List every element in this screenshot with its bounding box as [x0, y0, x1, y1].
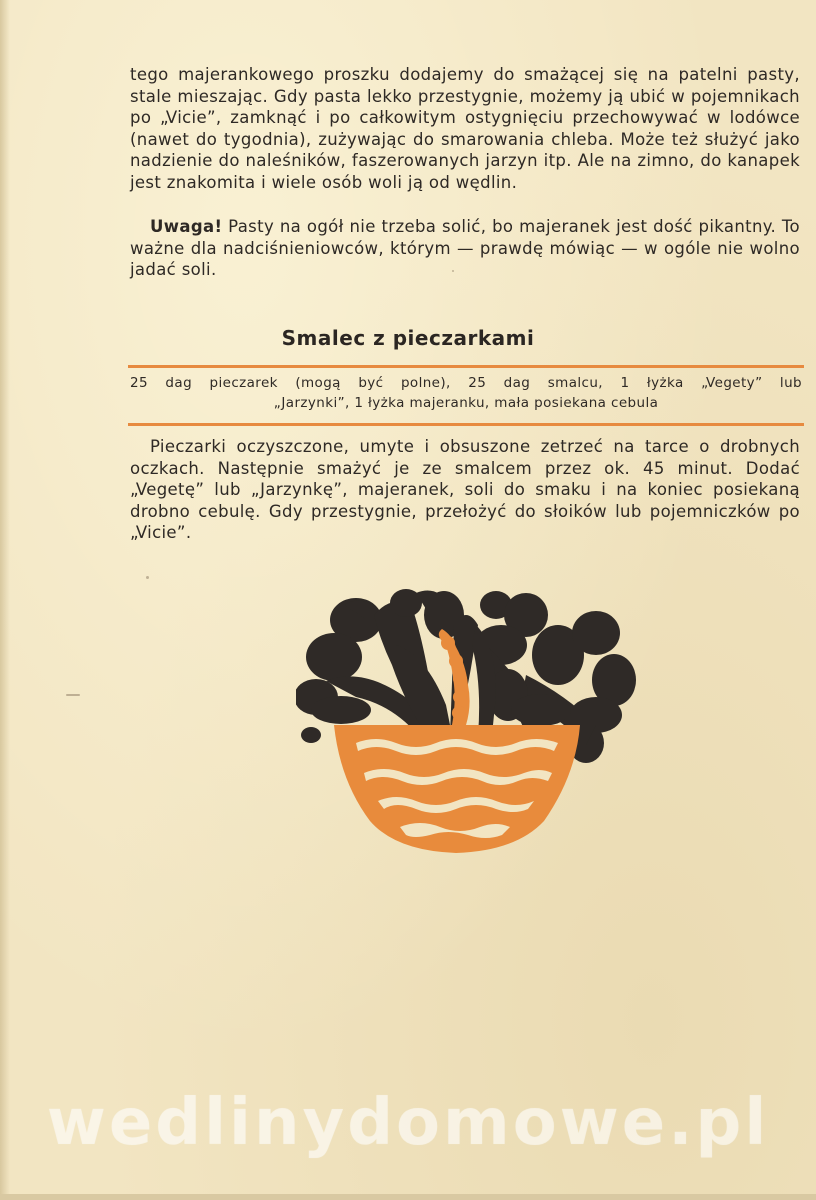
intro-paragraph [130, 64, 800, 193]
ingredients-line-1: 25 dag pieczarek (mogą być polne), 25 dag smalcu, 1 łyżka „Vegety” lub [130, 375, 802, 391]
ingredients-top-rule [128, 365, 804, 368]
paper-speck [66, 694, 80, 696]
intro-paragraph-text: tego majerankowego proszku dodajemy do smażącej się na patelni pasty, stale mieszając. Gdy pasta lekko przestygnie, możemy ją ubić w pojemnikach po „Vicie”, zamknąć i po całkowitym ostygnięciu przechowywać w lodówce (nawet do tygodnia), zużywając do smarowania chleba. Może też służyć jako nadzienie do naleśników, faszerowanych jarzyn itp. Ale na zimno, do kanapek jest znakomita i wiele osób woli ją od wędlin. [130, 65, 800, 192]
paper-speck [452, 270, 454, 272]
note-text: Pasty na ogół nie trzeba solić, bo majeranek jest dość pikantny. To ważne dla nadciśnieniowców, którym — prawdę mówiąc — w ogóle nie wolno jadać soli. [130, 217, 800, 279]
recipe-instructions-text: Pieczarki oczyszczone, umyte i obsuszone zetrzeć na tarce o drobnych oczkach. Następnie smażyć je ze smalcem przez ok. 45 minut. Dodać „Vegetę” lub „Jarzynkę”, majeranek, soli do smaku i na koniec posiekaną drobno cebulę. Gdy przestygnie, przełożyć do słoików lub pojemniczków po „Vicie”. [130, 437, 800, 542]
basket-icon [334, 725, 580, 853]
page-binding-shadow [0, 0, 10, 1200]
ingredients-list [130, 373, 802, 413]
ingredients-bottom-rule [128, 423, 804, 426]
recipe-instructions [130, 436, 800, 544]
note-paragraph [130, 216, 800, 281]
recipe-title: Smalec z pieczarkami [281, 326, 535, 350]
ingredients-line-2: „Jarzynki”, 1 łyżka majeranku, mała posiekana cebula [273, 395, 659, 411]
paper-speck [146, 576, 149, 579]
watermark: wedlinydomowe.pl [46, 1086, 770, 1160]
page-bottom-edge [0, 1194, 816, 1200]
note-label: Uwaga! [150, 217, 223, 236]
basket-of-mushrooms-icon [296, 585, 641, 855]
